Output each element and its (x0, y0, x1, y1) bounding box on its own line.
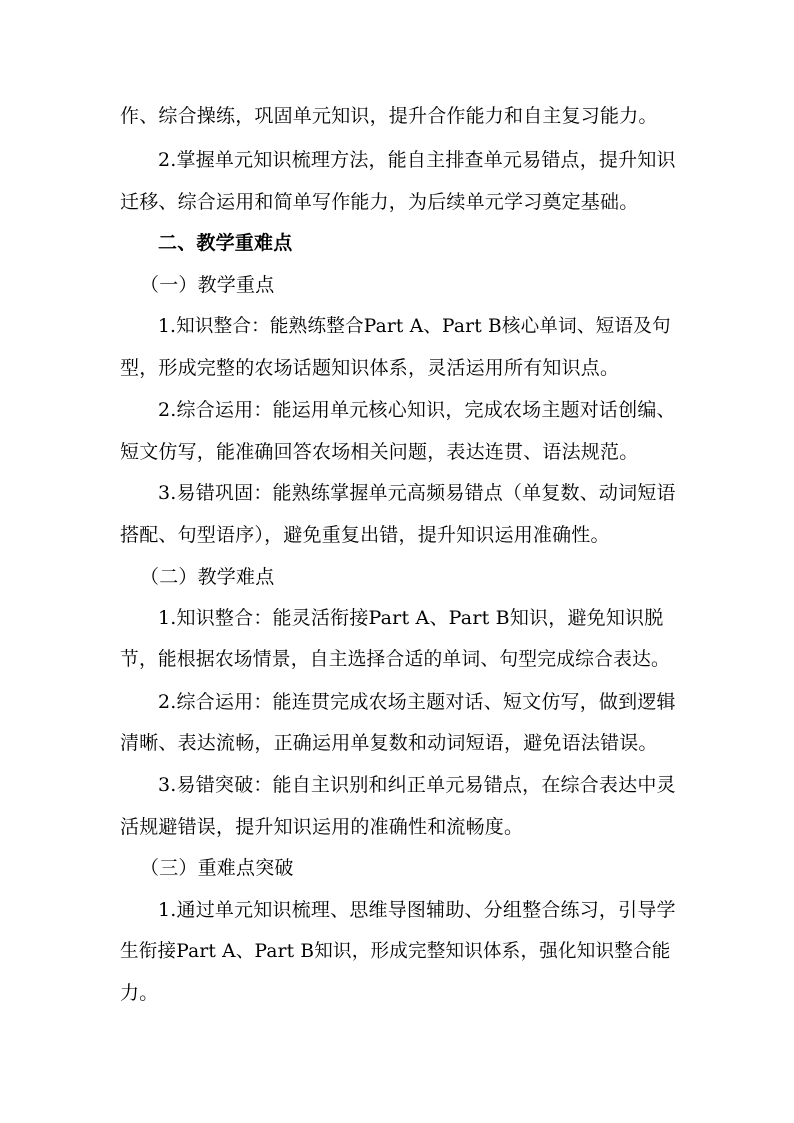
subsection-heading: （二）教学难点 (140, 566, 275, 588)
paragraph-line: 1.通过单元知识梳理、思维导图辅助、分组整合练习，引导学 (158, 899, 676, 921)
paragraph-line: 型，形成完整的农场话题知识体系，灵活运用所有知识点。 (120, 357, 620, 379)
paragraph-line: 3.易错巩固：能熟练掌握单元高频易错点（单复数、动词短语 (158, 482, 676, 504)
subsection-heading: （三）重难点突破 (140, 857, 294, 879)
paragraph-line: 活规避错误，提升知识运用的准确性和流畅度。 (120, 816, 524, 838)
paragraph-line: 清晰、表达流畅，正确运用单复数和动词短语，避免语法错误。 (120, 732, 658, 754)
paragraph-line: 短文仿写，能准确回答农场相关问题，表达连贯、语法规范。 (120, 441, 639, 463)
paragraph-line: 力。 (120, 982, 159, 1004)
paragraph-line: 2.综合运用：能运用单元核心知识，完成农场主题对话创编、 (158, 399, 676, 421)
paragraph-line: 迁移、综合运用和简单写作能力，为后续单元学习奠定基础。 (120, 191, 639, 213)
paragraph-line: 1.知识整合：能熟练整合Part A、Part B核心单词、短语及句 (158, 316, 671, 337)
paragraph-line: 作、综合操练，巩固单元知识，提升合作能力和自主复习能力。 (120, 105, 658, 127)
paragraph-line: 1.知识整合：能灵活衔接Part A、Part B知识，避免知识脱 (158, 607, 664, 629)
subsection-heading: （一）教学重点 (140, 274, 275, 296)
paragraph-line: 2.综合运用：能连贯完成农场主题对话、短文仿写，做到逻辑 (158, 691, 676, 713)
paragraph-line: 搭配、句型语序），避免重复出错，提升知识运用准确性。 (120, 524, 610, 546)
section-heading: 二、教学重难点 (158, 232, 293, 254)
paragraph-line: 生衔接Part A、Part B知识，形成完整知识体系，强化知识整合能 (120, 941, 671, 962)
paragraph-line: 3.易错突破：能自主识别和纠正单元易错点，在综合表达中灵 (158, 774, 676, 796)
paragraph-line: 2.掌握单元知识梳理方法，能自主排查单元易错点，提升知识 (158, 149, 676, 171)
paragraph-line: 节，能根据农场情景，自主选择合适的单词、句型完成综合表达。 (120, 649, 671, 670)
